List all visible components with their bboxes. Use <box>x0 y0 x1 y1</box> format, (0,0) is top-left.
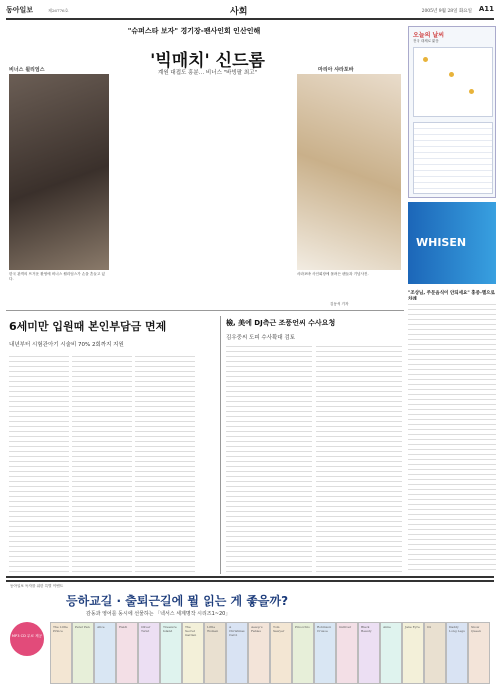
story3-col2 <box>316 342 402 572</box>
whisen-ad <box>408 202 496 284</box>
bookad-sticker: MP3 CD 무료 제공 <box>10 622 44 656</box>
book-cover: Jane Eyre <box>402 622 424 684</box>
weather-box <box>408 26 496 198</box>
column-body <box>408 300 496 572</box>
story3-headline: 檢, 美에 DJ측근 조풍언씨 수사요청 <box>226 319 336 327</box>
feature-pullquote: "슈퍼스타 보자" 경기장-팬사인회 인산인해 <box>127 27 261 35</box>
section-title: 사회 <box>230 7 248 17</box>
book-cover: The Little Prince <box>50 622 72 684</box>
divider <box>6 576 494 578</box>
story3-deck: 김우중씨 도피 수사확대 검토 <box>226 335 296 341</box>
bookad-header: 동아일보 독자를 위한 특별 이벤트 <box>10 584 64 588</box>
kicker-left: 비너스 윌리엄스 <box>9 67 45 73</box>
book-cover: Daddy Long Legs <box>446 622 468 684</box>
divider <box>220 316 221 574</box>
book-cover: Alice <box>94 622 116 684</box>
weather-table <box>413 122 493 194</box>
story2-col3 <box>135 352 195 572</box>
sun-icon <box>469 89 474 94</box>
book-cover: Gulliver <box>336 622 358 684</box>
sun-icon <box>449 72 454 77</box>
story3-col1 <box>226 342 312 572</box>
feature-subtitle: 계원 대접도 흥분… 비너스 "바빙팔 최고" <box>158 70 257 76</box>
book-ad <box>6 580 494 688</box>
feature-title: '빅매치' 신드롬 <box>150 51 265 71</box>
book-cover: Anne <box>380 622 402 684</box>
caption-left: 한국 관객의 뜨거운 환영에 비너스 윌리엄스가 손을 흔들고 있다. <box>9 272 105 281</box>
book-cover: Black Beauty <box>358 622 380 684</box>
divider <box>6 310 404 311</box>
story2-headline: 6세미만 입원때 본인부담금 면제 <box>9 320 167 333</box>
book-cover: Peter Pan <box>72 622 94 684</box>
issue-date: 2005년 9월 28일 화요일 <box>421 9 472 14</box>
book-cover: Tom Sawyer <box>270 622 292 684</box>
kicker-right: 마리아 샤라포바 <box>318 67 354 73</box>
story2-col2 <box>72 352 132 572</box>
book-cover: Aesop's Fables <box>248 622 270 684</box>
book-cover: Little Women <box>204 622 226 684</box>
story2-col1 <box>9 352 69 572</box>
feature-body-col2 <box>175 82 233 298</box>
column-title: "조상님, 주문음식이 안되세요" 홍중-멜으로 <box>408 291 495 296</box>
feature-byline: 김동석 기자 <box>330 302 349 306</box>
book-cover: The Secret Garden <box>182 622 204 684</box>
bookad-subline: 감동과 영어를 동시에 선물하는 「넥서스 세계명작 시리즈1~20」 <box>86 611 231 617</box>
book-cover: Heidi <box>116 622 138 684</box>
weather-note: 전국 대체로 맑음 <box>413 39 439 43</box>
weather-title: 오늘의 날씨 <box>413 32 445 39</box>
newspaper-logo: 동아일보 <box>6 6 34 14</box>
book-shelf <box>50 620 490 686</box>
masthead <box>6 4 494 20</box>
story2-deck: 내년부터 시험관아기 시술비 70% 2회까지 지원 <box>9 342 124 348</box>
book-cover: Treasure Island <box>160 622 182 684</box>
photo-sharapova <box>297 74 401 270</box>
page-number: A11 <box>478 5 494 13</box>
photo-venus <box>9 74 109 270</box>
feature-body-col3 <box>237 82 295 298</box>
whisen-brand: WHISEN <box>416 236 467 249</box>
bookad-tagline: 등하교길 · 출퇴근길에 뭘 읽는 게 좋을까? <box>66 594 289 608</box>
caption-right: 샤라포바 사인회장에 몰려든 팬들과 기념사진. <box>297 272 369 276</box>
book-cover: Snow Queen <box>468 622 490 684</box>
book-cover: Robinson Crusoe <box>314 622 336 684</box>
book-cover: Oz <box>424 622 446 684</box>
book-cover: Oliver Twist <box>138 622 160 684</box>
book-cover: A Christmas Carol <box>226 622 248 684</box>
sun-icon <box>423 57 428 62</box>
issue-number: 제26776호 <box>48 8 69 13</box>
feature-body-col1 <box>113 82 171 298</box>
book-cover: Pinocchio <box>292 622 314 684</box>
